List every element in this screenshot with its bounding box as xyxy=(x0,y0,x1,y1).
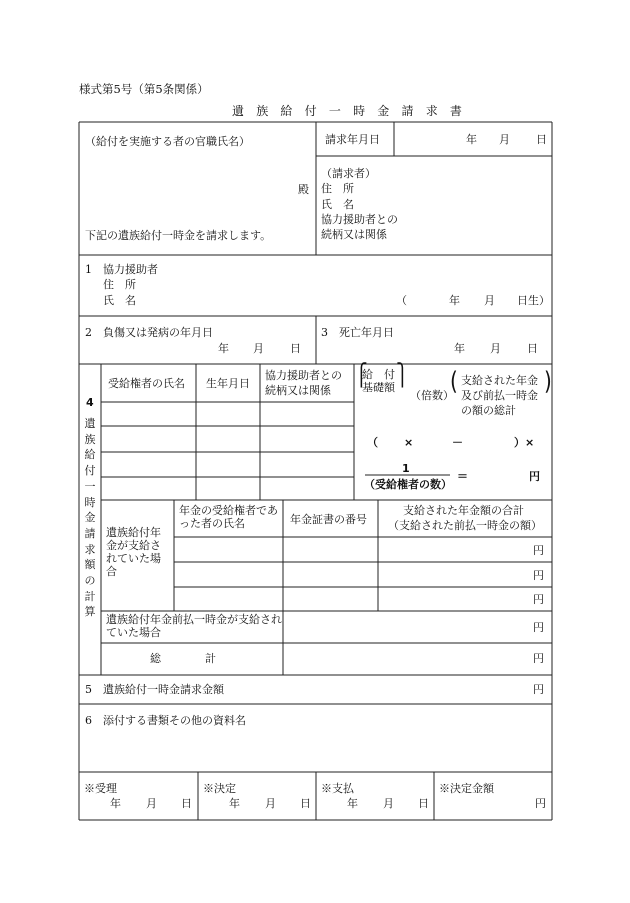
paid-total-label-1: 支給された年金 xyxy=(461,374,538,387)
footer-payment-month: 月 xyxy=(383,797,394,810)
paid-total-bracket-left: ( xyxy=(450,365,458,396)
footer-decision-day: 日 xyxy=(300,797,311,810)
pension-recipient-header: 年金の受給権者であった者の氏名 xyxy=(179,504,278,530)
base-amount-bracket-left: ⎧ xyxy=(355,363,368,389)
requester-relation-label-1: 協力援助者との xyxy=(321,213,398,226)
form-number-label: 様式第5号（第5条関係） xyxy=(79,82,209,96)
formula-numerator: 1 xyxy=(402,462,410,475)
request-month-label: 月 xyxy=(499,133,510,146)
section2-title: 2 負傷又は発病の年月日 xyxy=(85,326,213,339)
section1-birth-open: （ xyxy=(396,294,407,307)
request-statement: 下記の遺族給付一時金を請求します。 xyxy=(85,229,272,242)
section1-birth-year: 年 xyxy=(449,294,460,307)
base-amount-label-2: 基礎額 xyxy=(362,381,395,394)
pension-sum-header-1: 支給された年金額の合計 xyxy=(403,504,524,517)
section2-month: 月 xyxy=(253,342,264,355)
formula-minus: － xyxy=(452,436,463,449)
pension-row1-yen: 円 xyxy=(533,544,544,557)
footer-decided-amount-yen: 円 xyxy=(535,797,546,810)
total-yen: 円 xyxy=(533,652,544,665)
section4-vertical-label: 遺族給付一時金請求額の計算 xyxy=(84,417,96,619)
footer-decision-month: 月 xyxy=(265,797,276,810)
section2-day: 日 xyxy=(290,342,301,355)
section3-month: 月 xyxy=(490,342,501,355)
section6-title: 6 添付する書類その他の資料名 xyxy=(85,714,246,727)
formula-yen: 円 xyxy=(529,470,540,483)
footer-decision-label: ※決定 xyxy=(203,782,236,795)
footer-payment-day: 日 xyxy=(418,797,429,810)
request-day-label: 日 xyxy=(536,133,547,146)
formula-open-paren: （ xyxy=(367,436,378,449)
section5-title: 5 遺族給付一時金請求金額 xyxy=(85,683,224,696)
col-header-recipient-name: 受給権者の氏名 xyxy=(108,377,185,390)
dono-label: 殿 xyxy=(298,183,309,196)
section1-title: 1 協力援助者 xyxy=(85,263,158,276)
advance-case-label: 遺族給付年金前払一時金が支給されていた場合 xyxy=(106,613,282,639)
col-header-birthdate: 生年月日 xyxy=(206,377,250,390)
paid-total-bracket-right: ) xyxy=(544,365,552,396)
paid-total-label-3: の額の総計 xyxy=(461,404,516,417)
form-title: 遺 族 給 付 一 時 金 請 求 書 xyxy=(232,104,467,118)
multiplier-label: （倍数） xyxy=(410,389,454,402)
paid-total-label-2: 及び前払一時金 xyxy=(461,389,538,402)
section3-title: 3 死亡年月日 xyxy=(321,326,394,339)
pension-row2-yen: 円 xyxy=(533,569,544,582)
col-header-relation-1: 協力援助者との xyxy=(265,369,342,382)
advance-yen: 円 xyxy=(533,621,544,634)
formula-denominator: （受給権者の数） xyxy=(364,478,452,491)
footer-received-year: 年 xyxy=(110,797,121,810)
base-amount-bracket-right: ⎫ xyxy=(396,363,409,389)
recipient-label: （給付を実施する者の官職氏名） xyxy=(85,135,250,148)
formula-equals: ＝ xyxy=(457,470,468,483)
col-header-relation-2: 続柄又は関係 xyxy=(265,384,331,397)
total-label: 総 計 xyxy=(150,652,216,665)
requester-relation-label-2: 続柄又は関係 xyxy=(321,228,387,241)
formula-times: × xyxy=(404,436,414,449)
pension-row3-yen: 円 xyxy=(533,593,544,606)
footer-received-label: ※受理 xyxy=(84,782,117,795)
pension-sum-header-2: （支給された前払一時金の額） xyxy=(388,519,542,532)
formula-close-times: ）× xyxy=(514,436,535,449)
section3-year: 年 xyxy=(454,342,465,355)
section3-day: 日 xyxy=(527,342,538,355)
base-amount-label-1: 給 付 xyxy=(362,368,395,381)
request-year-label: 年 xyxy=(466,133,477,146)
section1-name-label: 氏 名 xyxy=(103,294,136,307)
section1-address-label: 住 所 xyxy=(103,278,136,291)
pension-cert-header: 年金証書の番号 xyxy=(290,513,367,526)
pension-case-label: 遺族給付年金が支給されていた場合 xyxy=(106,526,161,578)
footer-payment-label: ※支払 xyxy=(321,782,354,795)
requester-label: （請求者） xyxy=(321,167,376,180)
section1-birth-month: 月 xyxy=(484,294,495,307)
footer-received-day: 日 xyxy=(181,797,192,810)
requester-name-label: 氏 名 xyxy=(321,198,354,211)
section5-yen: 円 xyxy=(533,683,544,696)
footer-decided-amount-label: ※決定金額 xyxy=(439,782,494,795)
footer-received-month: 月 xyxy=(146,797,157,810)
requester-address-label: 住 所 xyxy=(321,182,354,195)
footer-decision-year: 年 xyxy=(229,797,240,810)
section4-number: 4 xyxy=(86,396,94,409)
section1-birth-suffix: 日生） xyxy=(517,294,550,307)
request-date-label: 請求年月日 xyxy=(325,133,380,146)
section2-year: 年 xyxy=(218,342,229,355)
footer-payment-year: 年 xyxy=(347,797,358,810)
